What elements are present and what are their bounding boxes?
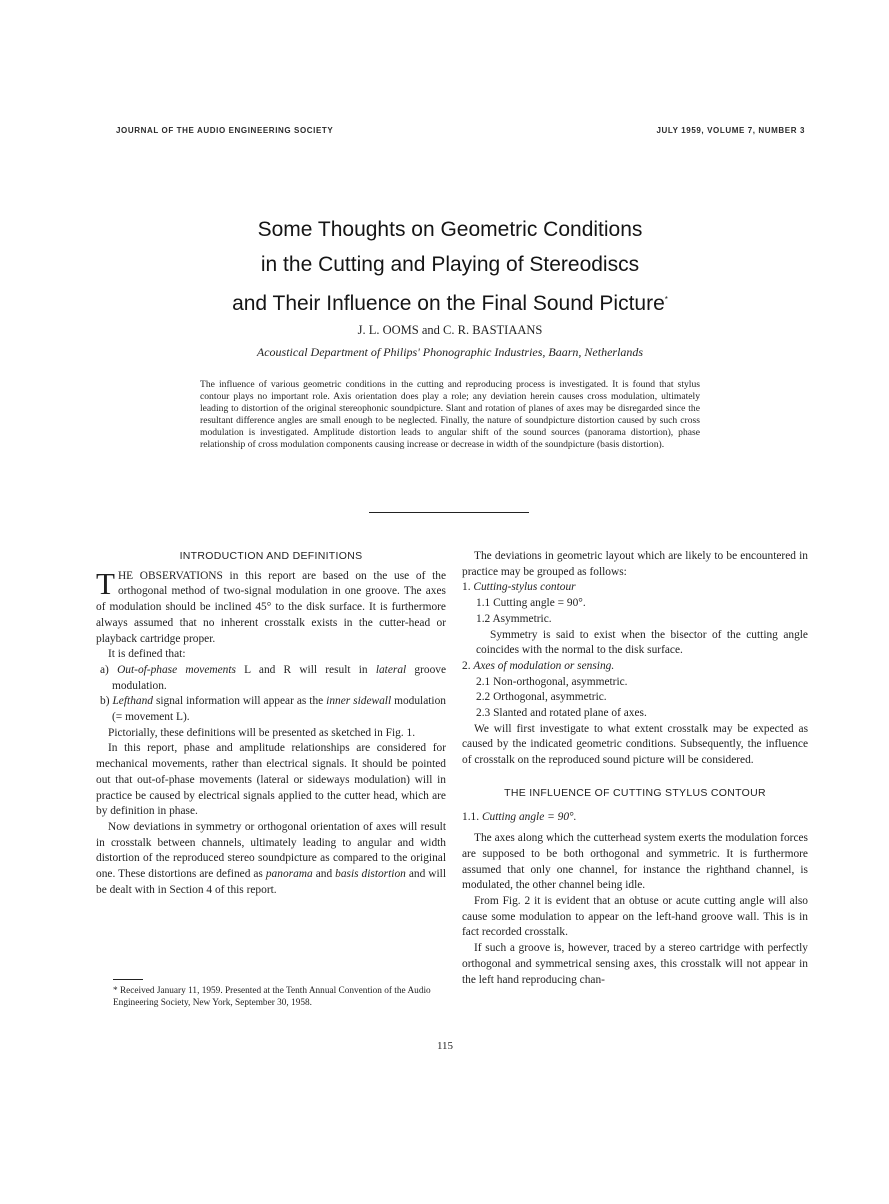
list-subitem: 1.1 Cutting angle = 90°. (476, 597, 586, 610)
paragraph: It is defined that: (108, 648, 186, 661)
title-line: in the Cutting and Playing of Stereodiscs (260, 253, 640, 276)
list-subitem: 1.2 Asymmetric. (476, 612, 552, 625)
item-emphasis: Lefthand (112, 695, 153, 708)
item-emphasis: Axes of modulation or sensing. (473, 659, 615, 672)
list-item (96, 694, 446, 725)
lead-in: HE OBSERVATIONS (117, 569, 223, 582)
section-heading: THE INFLUENCE OF CUTTING STYLUS CONTOUR (504, 786, 766, 799)
footnote-divider (113, 979, 143, 980)
item-text: groove modulation. (112, 663, 447, 692)
item-emphasis: lateral (375, 663, 407, 676)
item-text: signal information will appear as the (152, 695, 327, 708)
abstract: The influence of various geometric conditions in the cutting and reproducing process is investigated. It is found that stylus contour plays no important role. Axis orientation does play a role; any deviation herein causes cross modulation, ultimately leading to distortion of the original stereophonic soundpicture. Slant and rotation of planes of axes may be disregarded since the resultant difference angles are small enough to be neglected. Finally, the nature of soundpicture distortion caused by such cross modulation is investigated. Amplitude distortion leads to angular shift of the sound sources (panorama distortion), phase relationship of cross modulation components causing increase or decrease in width of the soundpicture (basis distortion). (200, 379, 700, 451)
paragraph-text: and will be dealt with in Section 4 of this report. (96, 868, 446, 896)
paragraph: Pictorially, these definitions will be presented as sketched in Fig. 1. (108, 726, 416, 739)
item-label: 2. (462, 659, 474, 672)
paragraph: The axes along which the cutterhead system exerts the modulation forces are supposed to be both orthogonal and symmetric. It is furthermore assumed that only one channel, for instance the righthand channel, is modulated, the other channel being idle. (462, 832, 808, 892)
title-line (160, 282, 740, 321)
paragraph-text: in this report are based on the use of the orthogonal method of two-signal modulation in one groove. The axes of modulation should be inclined 45° to the disk surface. It is furthermore always assumed that no inherent crosstalk exists in the cutter-head or playback cartridge proper. (96, 569, 446, 645)
list-subitem: 2.1 Non-orthogonal, asymmetric. (476, 675, 628, 688)
paragraph: Symmetry is said to exist when the bisector of the cutting angle coincides with the normal to the disk surface. (476, 628, 808, 657)
running-head-journal: JOURNAL OF THE AUDIO ENGINEERING SOCIETY (116, 126, 334, 135)
right-column (462, 549, 808, 988)
item-text: modulation (= movement L). (112, 695, 446, 724)
article-title (160, 212, 740, 321)
affiliation: Acoustical Department of Philips' Phonographic Industries, Baarn, Netherlands (256, 345, 644, 359)
left-column (96, 549, 446, 898)
item-label: b) (100, 695, 110, 708)
title-line-text: and Their Influence on the Final Sound Picture (232, 292, 665, 315)
item-emphasis: inner sidewall (326, 695, 392, 708)
running-head-issue: JULY 1959, VOLUME 7, NUMBER 3 (656, 126, 805, 135)
item-label: 1. (462, 581, 474, 594)
section-heading: INTRODUCTION AND DEFINITIONS (179, 550, 363, 562)
paragraph: In this report, phase and amplitude relationships are considered for mechanical movements, rather than electrical signals. It should be pointed out that out-of-phase movements (lateral or sideways modulation) will in practice be caused by electrical signals applied to the cutter head, which are by definition in phase. (96, 742, 446, 818)
list-item (462, 659, 808, 675)
item-label: a) (100, 663, 109, 676)
subsection-title: Cutting angle = 90°. (481, 810, 577, 823)
paragraph (96, 565, 446, 648)
title-line: Some Thoughts on Geometric Conditions (257, 218, 643, 241)
title-footnote-mark: * (664, 295, 668, 304)
list-item (96, 663, 446, 694)
section-divider (369, 512, 529, 513)
drop-cap: T (96, 565, 115, 601)
paragraph-text: and (312, 868, 336, 881)
list-subitem: 2.2 Orthogonal, asymmetric. (476, 691, 607, 704)
item-emphasis: Cutting-stylus contour (473, 581, 576, 594)
paragraph: We will first investigate to what extent crosstalk may be expected as caused by the indicated geometric conditions. Subsequently, the influence of crosstalk on the reproduced sound picture will be considered. (462, 722, 808, 767)
page-number: 115 (436, 1040, 454, 1052)
paragraph: If such a groove is, however, traced by a stereo cartridge with perfectly orthogonal and symmetrical sensing axes, this crosstalk will not appear in the left hand reproducing chan- (462, 942, 808, 986)
paragraph-text: Now deviations in symmetry or orthogonal orientation of axes will result in crosstalk between channels, ultimately leading to angular and width distortion of the reproduced stereo soundpicture as compared to the original one. These distortions are defined as (96, 820, 446, 881)
term-emphasis: basis distortion (335, 868, 406, 881)
subsection-heading (462, 810, 808, 826)
authors: J. L. OOMS and C. R. BASTIAANS (357, 323, 543, 337)
list-subitem: 2.3 Slanted and rotated plane of axes. (476, 707, 647, 720)
item-text: L and R will result in (235, 663, 376, 676)
paragraph: The deviations in geometric layout which are likely to be encountered in practice may be grouped as follows: (462, 550, 808, 578)
paragraph (96, 820, 446, 899)
subsection-number: 1.1. (462, 810, 482, 823)
term-emphasis: panorama (265, 868, 313, 881)
definition-list (96, 663, 446, 726)
footnote: * Received January 11, 1959. Presented at the Tenth Annual Convention of the Audio Engineering Society, New York, September 30, 1958. (113, 986, 431, 1008)
paragraph: From Fig. 2 it is evident that an obtuse or acute cutting angle will also cause some modulation to appear on the left-hand groove wall. This is in fact recorded crosstalk. (462, 895, 808, 939)
item-emphasis: Out-of-phase movements (117, 663, 236, 676)
list-item (462, 580, 808, 596)
